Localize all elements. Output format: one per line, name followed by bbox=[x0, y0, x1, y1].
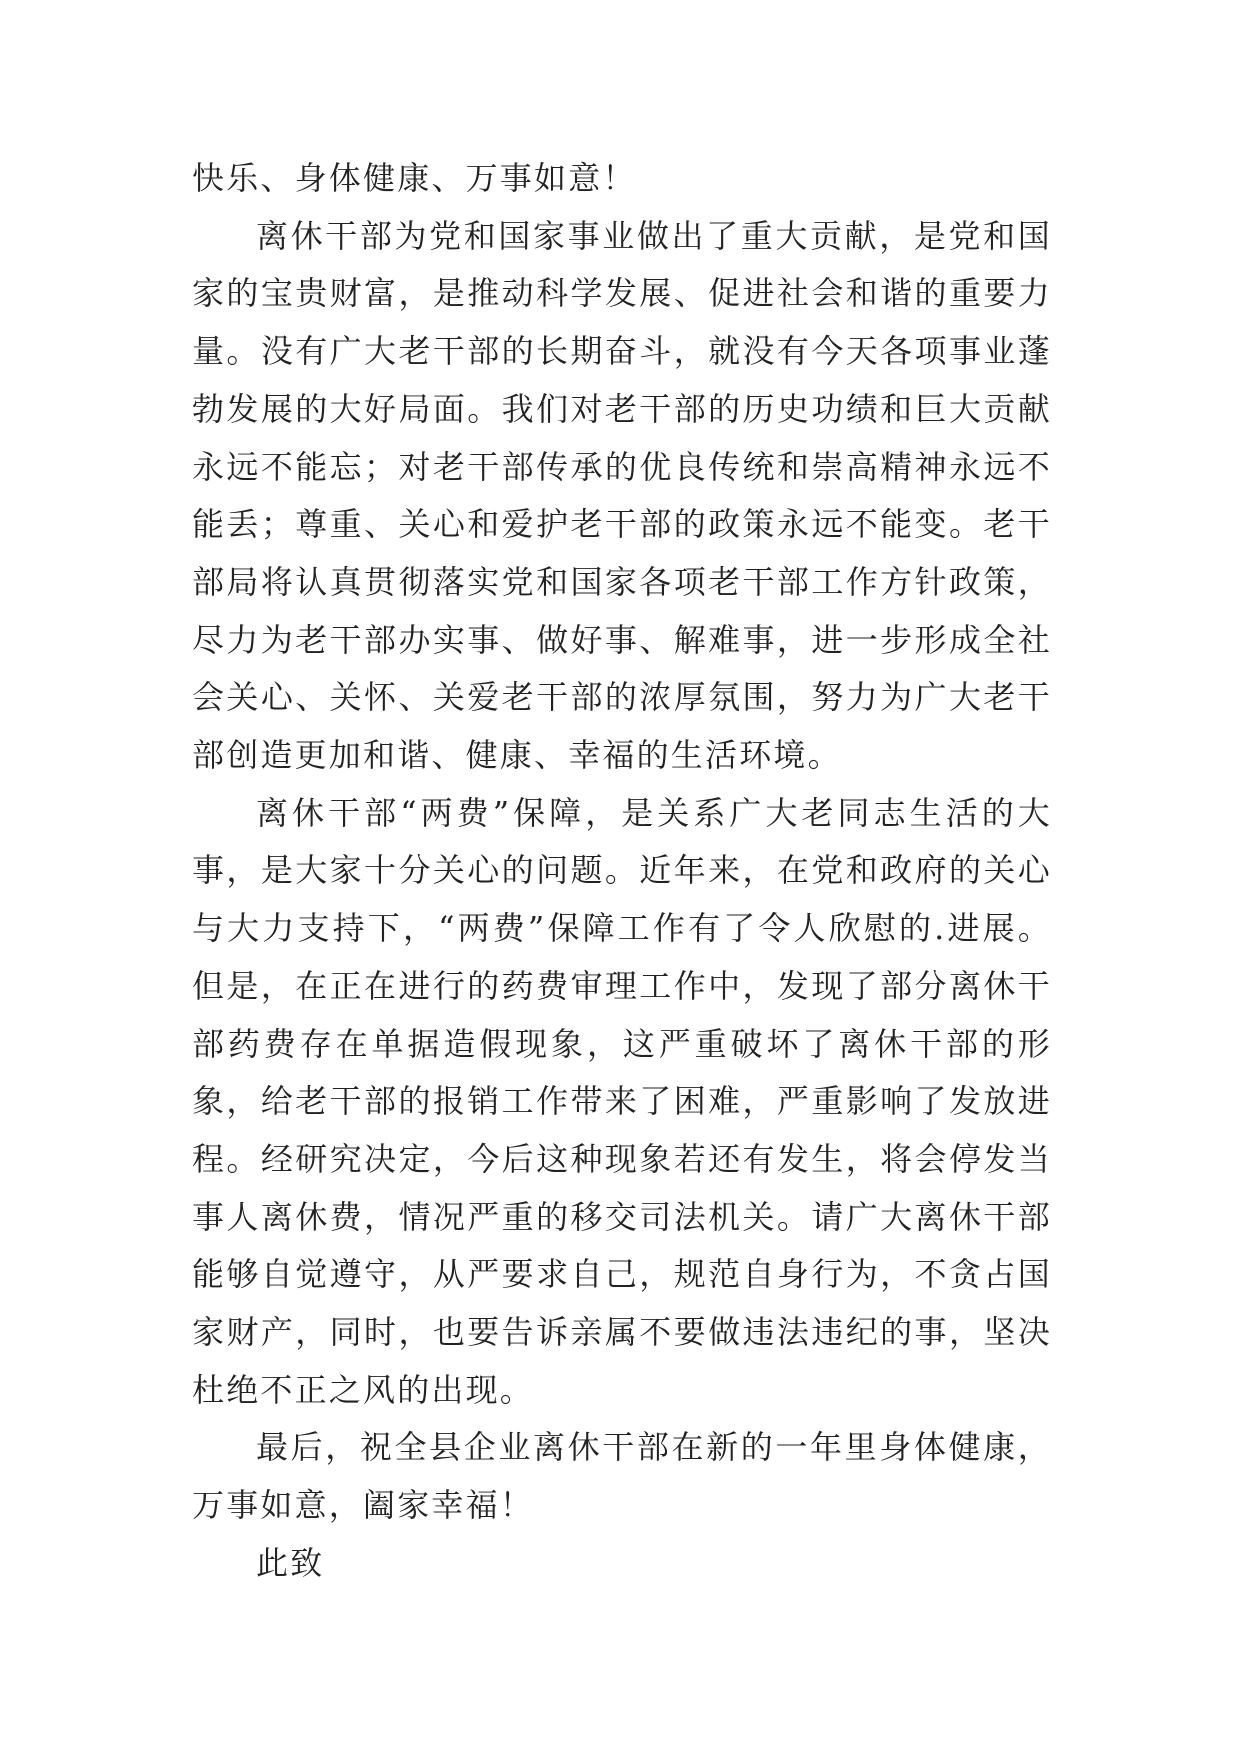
paragraph-contribution: 离休干部为党和国家事业做出了重大贡献，是党和国家的宝贵财富，是推动科学发展、促进社会和谐的重要力量。没有广大老干部的长期奋斗，就没有今天各项事业蓬勃发展的大好局面。我们对老干部的历史功绩和巨大贡献永远不能忘；对老干部传承的优良传统和崇高精神永远不能丢；尊重、关心和爱护老干部的政策永远不能变。老干部局将认真贯彻落实党和国家各项老干部工作方针政策，尽力为老干部办实事、做好事、解难事，进一步形成全社会关心、关怀、关爱老干部的浓厚氛围，努力为广大老干部创造更加和谐、健康、幸福的生活环境。 bbox=[192, 216, 1052, 775]
paragraph-two-fees: 离休干部“两费”保障，是关系广大老同志生活的大事，是大家十分关心的问题。近年来，在党和政府的关心与大力支持下，“两费”保障工作有了令人欣慰的.进展。但是，在正在进行的药费审理工作中，发现了部分离休干部药费存在单据造假现象，这严重破坏了离休干部的形象，给老干部的报销工作带来了困难，严重影响了发放进程。经研究决定，今后这种现象若还有发生，将会停发当事人离休费，情况严重的移交司法机关。请广大离休干部能够自觉遵守，从严要求自己，规范自身行为，不贪占国家财产，同时，也要告诉亲属不要做违法违纪的事，坚决杜绝不正之风的出现。 bbox=[192, 793, 1052, 1409]
paragraph-continuation: 快乐、身体健康、万事如意！ bbox=[192, 159, 637, 197]
paragraph-wishes: 最后，祝全县企业离休干部在新的一年里身体健康，万事如意，阖家幸福！ bbox=[192, 1428, 1052, 1525]
closing-salutation: 此致 bbox=[256, 1543, 325, 1582]
letter-body bbox=[192, 150, 1052, 1593]
